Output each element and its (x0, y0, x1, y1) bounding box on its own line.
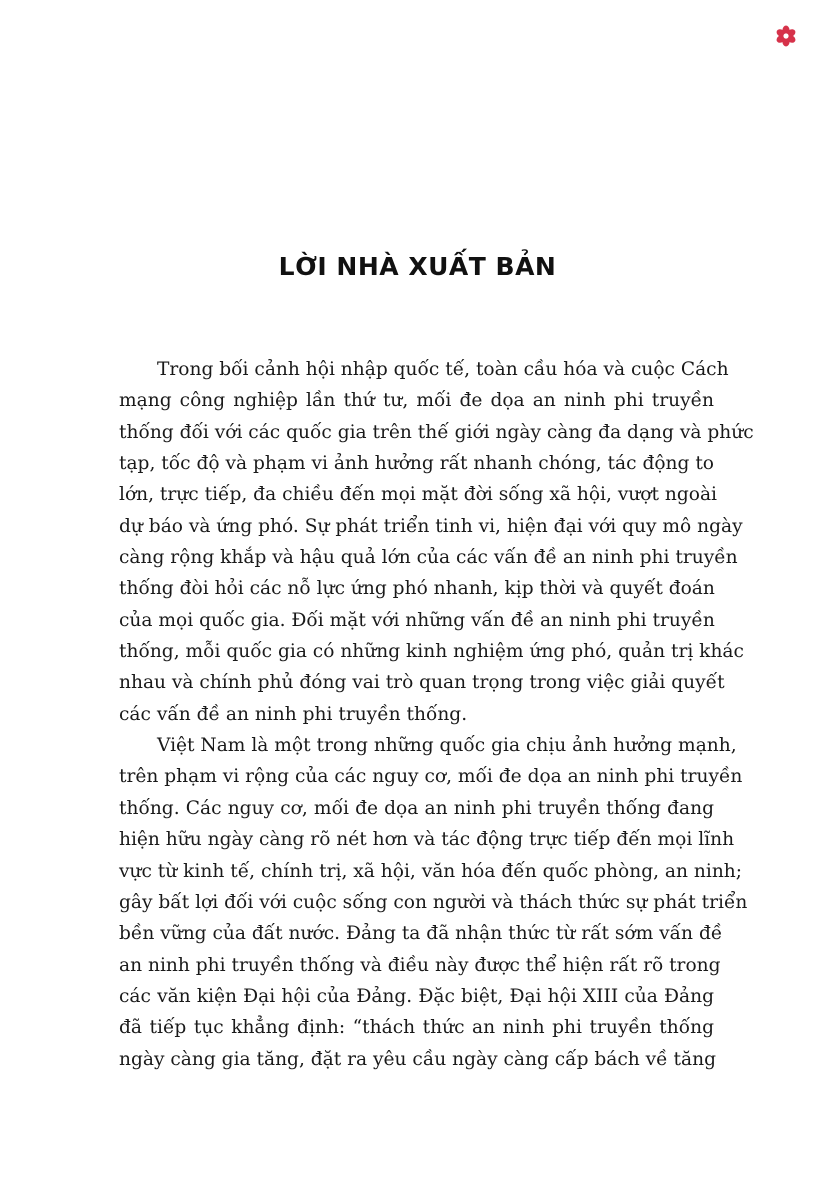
text-line: lớn, trực tiếp, đa chiều đến mọi mặt đời sống xã hội, vượt ngoài (119, 484, 717, 506)
text-line: của mọi quốc gia. Đối mặt với những vấn đề an ninh phi truyền (119, 609, 715, 631)
paragraph-2 (119, 730, 748, 1075)
text-line: vực từ kinh tế, chính trị, xã hội, văn hóa đến quốc phòng, an ninh; (119, 860, 743, 882)
text-line: thống. Các nguy cơ, mối đe dọa an ninh phi truyền thống đang (119, 797, 714, 819)
text-line: Trong bối cảnh hội nhập quốc tế, toàn cầu hóa và cuộc Cách (157, 359, 729, 380)
flower-ornament-icon (774, 24, 798, 48)
page-title: LỜI NHÀ XUẤT BẢN (278, 252, 557, 281)
text-line: thống đòi hỏi các nỗ lực ứng phó nhanh, kịp thời và quyết đoán (119, 578, 715, 600)
text-line: trên phạm vi rộng của các nguy cơ, mối đe dọa an ninh phi truyền (119, 766, 743, 788)
text-line: mạng công nghiệp lần thứ tư, mối đe dọa an ninh phi truyền (119, 390, 714, 412)
text-line: các vấn đề an ninh phi truyền thống. (119, 703, 468, 725)
text-line: Việt Nam là một trong những quốc gia chịu ảnh hưởng mạnh, (157, 735, 737, 757)
text-line: bền vững của đất nước. Đảng ta đã nhận thức từ rất sớm vấn đề (119, 923, 723, 945)
text-line: tạp, tốc độ và phạm vi ảnh hưởng rất nhanh chóng, tác động to (119, 453, 714, 475)
text-line: gây bất lợi đối với cuộc sống con người và thách thức sự phát triển (119, 891, 748, 913)
text-line: thống, mỗi quốc gia có những kinh nghiệm ứng phó, quản trị khác (119, 641, 744, 663)
paragraph-1 (119, 354, 754, 730)
text-line: an ninh phi truyền thống và điều này được thể hiện rất rõ trong (119, 954, 721, 976)
text-line: thống đối với các quốc gia trên thế giới ngày càng đa dạng và phức (119, 421, 754, 443)
text-line: ngày càng gia tăng, đặt ra yêu cầu ngày càng cấp bách về tăng (119, 1048, 716, 1070)
text-line: càng rộng khắp và hậu quả lớn của các vấn đề an ninh phi truyền (119, 547, 738, 569)
text-line: đã tiếp tục khẳng định: “thách thức an ninh phi truyền thống (119, 1017, 714, 1039)
text-line: các văn kiện Đại hội của Đảng. Đặc biệt, Đại hội XIII của Đảng (119, 985, 714, 1007)
text-line: hiện hữu ngày càng rõ nét hơn và tác động trực tiếp đến mọi lĩnh (119, 829, 735, 851)
text-line: nhau và chính phủ đóng vai trò quan trọng trong việc giải quyết (119, 672, 725, 694)
text-line: dự báo và ứng phó. Sự phát triển tinh vi, hiện đại với quy mô ngày (119, 515, 743, 537)
body-text (119, 354, 754, 1075)
